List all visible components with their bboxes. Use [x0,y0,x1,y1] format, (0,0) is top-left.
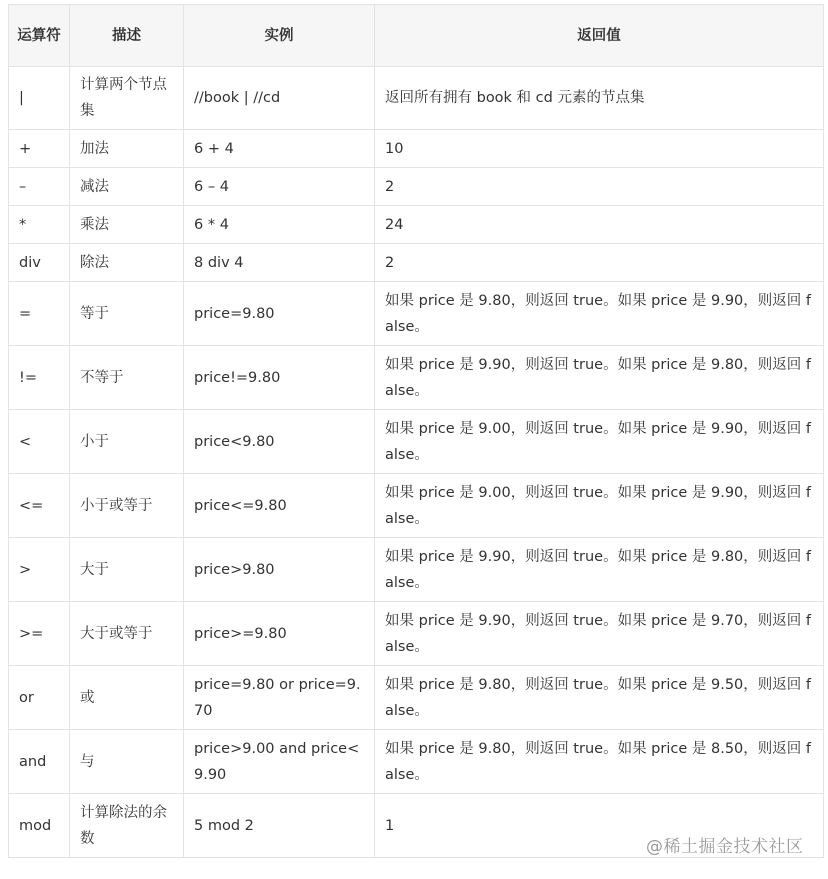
cell-example: 6 – 4 [184,168,375,206]
cell-example: price>9.00 and price<9.90 [184,730,375,794]
cell-example: price<9.80 [184,410,375,474]
cell-example: price<=9.80 [184,474,375,538]
cell-returns: 如果 price 是 9.80，则返回 true。如果 price 是 9.50，则返回 false。 [375,666,824,730]
cell-returns: 1 [375,794,824,858]
cell-example: price>9.80 [184,538,375,602]
table-row [9,206,824,244]
table-row [9,666,824,730]
table-row [9,346,824,410]
cell-description: 加法 [70,130,184,168]
cell-description: 乘法 [70,206,184,244]
table-row [9,130,824,168]
header-example: 实例 [184,5,375,67]
cell-description: 不等于 [70,346,184,410]
cell-description: 大于或等于 [70,602,184,666]
cell-returns: 2 [375,168,824,206]
cell-returns: 如果 price 是 9.90，则返回 true。如果 price 是 9.80，则返回 false。 [375,538,824,602]
cell-operator: | [9,67,70,130]
cell-returns: 如果 price 是 9.90，则返回 true。如果 price 是 9.80，则返回 false。 [375,346,824,410]
cell-operator: < [9,410,70,474]
table-row [9,538,824,602]
cell-operator: – [9,168,70,206]
cell-operator: = [9,282,70,346]
table-row [9,602,824,666]
cell-returns: 返回所有拥有 book 和 cd 元素的节点集 [375,67,824,130]
cell-returns: 24 [375,206,824,244]
cell-example: price=9.80 or price=9.70 [184,666,375,730]
cell-returns: 如果 price 是 9.80，则返回 true。如果 price 是 8.50，则返回 false。 [375,730,824,794]
table-row [9,410,824,474]
cell-operator: <= [9,474,70,538]
table-row [9,794,824,858]
cell-example: //book | //cd [184,67,375,130]
table-row [9,474,824,538]
cell-returns: 如果 price 是 9.80，则返回 true。如果 price 是 9.90，则返回 false。 [375,282,824,346]
cell-returns: 如果 price 是 9.90，则返回 true。如果 price 是 9.70，则返回 false。 [375,602,824,666]
cell-operator: + [9,130,70,168]
cell-example: 6 * 4 [184,206,375,244]
table-row [9,244,824,282]
cell-operator: != [9,346,70,410]
cell-example: 8 div 4 [184,244,375,282]
cell-description: 计算除法的余数 [70,794,184,858]
table-row [9,730,824,794]
table-header-row [9,5,824,67]
table-row [9,168,824,206]
cell-description: 等于 [70,282,184,346]
cell-description: 小于或等于 [70,474,184,538]
cell-description: 与 [70,730,184,794]
cell-example: 5 mod 2 [184,794,375,858]
cell-description: 大于 [70,538,184,602]
header-returns: 返回值 [375,5,824,67]
cell-operator: div [9,244,70,282]
cell-operator: or [9,666,70,730]
cell-description: 减法 [70,168,184,206]
cell-example: 6 + 4 [184,130,375,168]
cell-description: 除法 [70,244,184,282]
cell-operator: and [9,730,70,794]
watermark: @稀土掘金技术社区 [646,837,804,857]
cell-returns: 如果 price 是 9.00，则返回 true。如果 price 是 9.90，则返回 false。 [375,410,824,474]
header-operator: 运算符 [9,5,70,67]
cell-example: price=9.80 [184,282,375,346]
cell-description: 计算两个节点集 [70,67,184,130]
cell-description: 或 [70,666,184,730]
operators-table [8,4,824,858]
cell-example: price>=9.80 [184,602,375,666]
cell-description: 小于 [70,410,184,474]
cell-operator: > [9,538,70,602]
table-row [9,67,824,130]
cell-operator: mod [9,794,70,858]
cell-operator: >= [9,602,70,666]
cell-returns: 2 [375,244,824,282]
table-row [9,282,824,346]
cell-returns: 10 [375,130,824,168]
cell-returns: 如果 price 是 9.00，则返回 true。如果 price 是 9.90，则返回 false。 [375,474,824,538]
cell-example: price!=9.80 [184,346,375,410]
header-description: 描述 [70,5,184,67]
cell-operator: * [9,206,70,244]
